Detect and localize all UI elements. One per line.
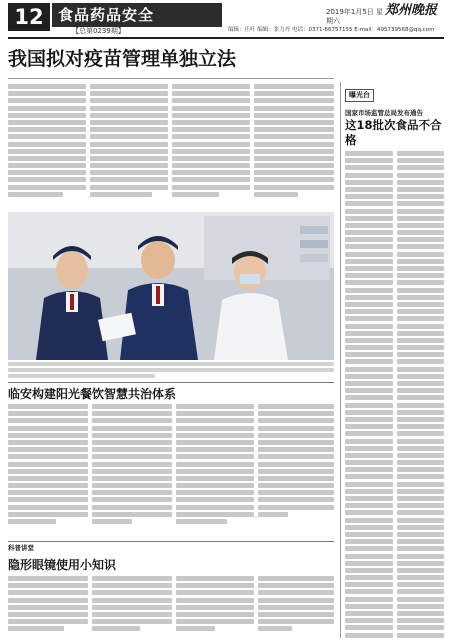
sidebar-subtitle: 国家市场监管总局发布通告 [345, 109, 423, 117]
sidebar-column-1 [345, 151, 393, 640]
section-divider-2 [8, 541, 334, 542]
weekday-text: 星期六 [326, 8, 383, 25]
page-number: 12 [8, 3, 50, 31]
third-headline: 隐形眼镜使用小知识 [8, 558, 117, 572]
editor-contacts: 编辑：任叶 编辑：张力丹 电话：0371-66757155 E-mail：495739568@qq.com [228, 27, 435, 33]
third-column-2 [92, 576, 172, 638]
masthead: 郑州晚报 [385, 3, 438, 18]
sidebar-title: 这18批次食品不合格 [345, 118, 442, 147]
date-text: 2019年1月5日 [326, 8, 374, 16]
third-kicker: 科普讲堂 [8, 544, 34, 552]
lead-column-4 [254, 84, 334, 208]
lead-column-1 [8, 84, 86, 208]
sidebar-tag: 曝光台 [345, 89, 374, 102]
section-divider-1 [8, 382, 334, 383]
lead-column-2 [90, 84, 168, 208]
third-column-4 [258, 576, 334, 638]
sidebar-column-2 [397, 151, 445, 640]
second-column-3 [176, 404, 254, 538]
third-column-3 [176, 576, 254, 638]
second-headline: 临安构建阳光餐饮智慧共治体系 [8, 387, 177, 401]
issue-date [326, 8, 386, 26]
photo-caption [8, 362, 334, 380]
second-column-1 [8, 404, 88, 538]
lead-column-3 [172, 84, 250, 208]
third-column-1 [8, 576, 88, 638]
second-column-4 [258, 404, 334, 538]
header-rule [8, 37, 444, 39]
photo-illustration [8, 212, 334, 360]
sidebar-exposure [340, 82, 444, 638]
section-code: 【总第0239期】 [72, 27, 125, 35]
lead-rule [8, 78, 334, 79]
second-column-2 [92, 404, 172, 538]
news-photo [8, 212, 334, 360]
lead-headline: 我国拟对疫苗管理单独立法 [8, 48, 237, 70]
section-title: 食品药品安全 [52, 3, 222, 27]
